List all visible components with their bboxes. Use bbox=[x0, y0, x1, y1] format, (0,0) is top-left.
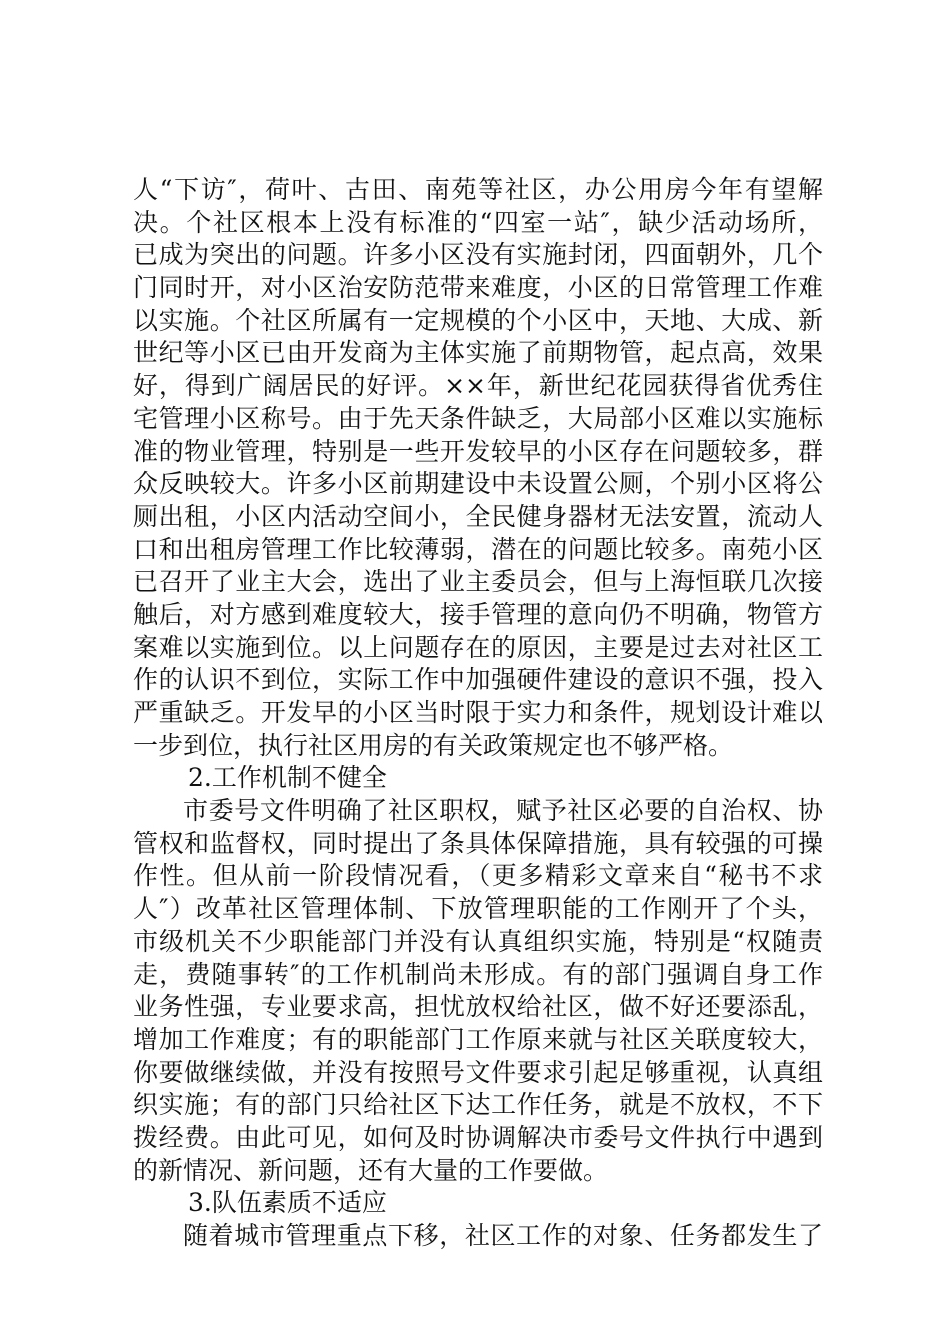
text-line: 的新情况、新问题，还有大量的工作要做。 bbox=[133, 1155, 609, 1185]
text-line: 拨经费。由此可见，如何及时协调解决市委号文件执行中遇到 bbox=[133, 1122, 823, 1152]
text-line: 市委号文件明确了社区职权，赋予社区必要的自治权、协 bbox=[183, 796, 823, 826]
text-line: 好，得到广阔居民的好评。××年，新世纪花园获得省优秀住 bbox=[133, 371, 823, 401]
text-line: 决。个社区根本上没有标准的“四室一站″，缺少活动场所， bbox=[133, 207, 823, 237]
text-line: 人“下访″，荷叶、古田、南苑等社区，办公用房今年有望解 bbox=[133, 175, 823, 204]
text-line: 以实施。个社区所属有一定规模的个小区中，天地、大成、新 bbox=[133, 305, 823, 335]
text-line: 已成为突出的问题。许多小区没有实施封闭，四面朝外，几个 bbox=[133, 240, 823, 270]
text-line: 业务性强，专业要求高，担忧放权给社区，做不好还要添乱， bbox=[133, 992, 823, 1022]
text-line: 世纪等小区已由开发商为主体实施了前期物管，起点高，效果 bbox=[133, 338, 823, 368]
text-line: 人″）改革社区管理体制、下放管理职能的工作刚开了个头， bbox=[133, 894, 823, 924]
text-line: 案难以实施到位。以上问题存在的原因，主要是过去对社区工 bbox=[133, 632, 823, 662]
text-line: 你要做继续做，并没有按照号文件要求引起足够重视，认真组 bbox=[133, 1057, 823, 1087]
text-line: 众反映较大。许多小区前期建设中未设置公厕，个别小区将公 bbox=[133, 469, 823, 499]
text-line: 门同时开，对小区治安防范带来难度，小区的日常管理工作难 bbox=[133, 273, 823, 303]
text-line: 已召开了业主大会，选出了业主委员会，但与上海恒联几次接 bbox=[133, 567, 823, 597]
text-line: 市级机关不少职能部门并没有认真组织实施，特别是“权随责 bbox=[133, 926, 823, 956]
text-line: 触后，对方感到难度较大，接手管理的意向仍不明确，物管方 bbox=[133, 599, 823, 629]
text-line: 增加工作难度；有的职能部门工作原来就与社区关联度较大， bbox=[133, 1024, 823, 1054]
text-line: 随着城市管理重点下移，社区工作的对象、任务都发生了 bbox=[183, 1221, 823, 1250]
text-line: 严重缺乏。开发早的小区当时限于实力和条件，规划设计难以 bbox=[133, 698, 823, 727]
text-line: 走，费随事转″的工作机制尚未形成。有的部门强调自身工作 bbox=[133, 959, 823, 989]
text-line: 一步到位，执行社区用房的有关政策规定也不够严格。 bbox=[133, 730, 734, 760]
text-line: 口和出租房管理工作比较薄弱，潜在的问题比较多。南苑小区 bbox=[133, 534, 823, 564]
text-line: 管权和监督权，同时提出了条具体保障措施，具有较强的可操 bbox=[133, 828, 823, 858]
text-line: 厕出租，小区内活动空间小，全民健身器材无法安置，流动人 bbox=[133, 501, 823, 531]
body-text bbox=[133, 174, 823, 1253]
text-line: 准的物业管理，特别是一些开发较早的小区存在问题较多，群 bbox=[133, 436, 823, 466]
text-line: 宅管理小区称号。由于先天条件缺乏，大局部小区难以实施标 bbox=[133, 403, 823, 433]
section-heading: 3.队伍素质不适应 bbox=[188, 1188, 387, 1218]
text-line: 织实施；有的部门只给社区下达工作任务，就是不放权，不下 bbox=[133, 1090, 823, 1120]
text-line: 作性。但从前一阶段情况看，（更多精彩文章来自“秘书不求 bbox=[133, 861, 823, 891]
text-line: 作的认识不到位，实际工作中加强硬件建设的意识不强，投入 bbox=[133, 665, 823, 695]
section-heading: 2.工作机制不健全 bbox=[188, 763, 387, 793]
